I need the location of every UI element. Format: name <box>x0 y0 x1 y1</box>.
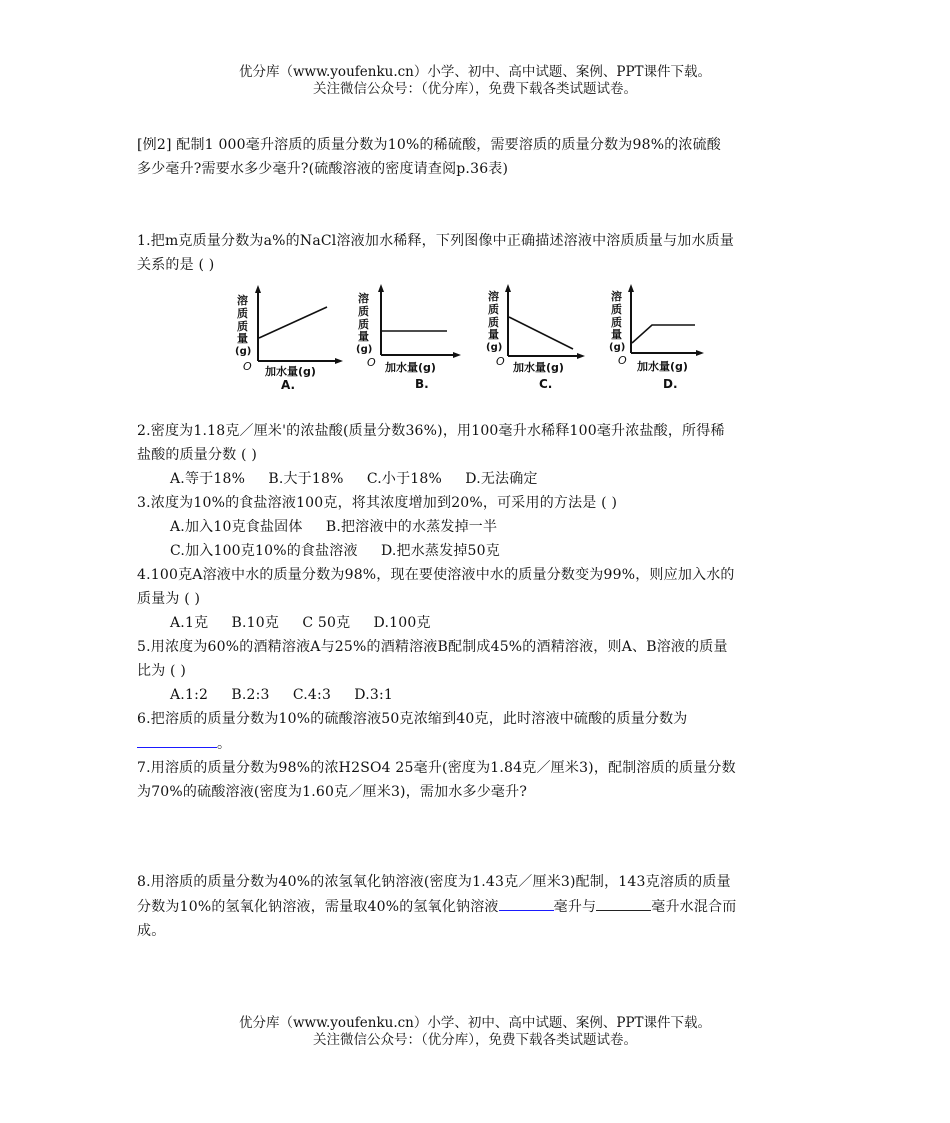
graph-a-curve <box>259 307 327 338</box>
q3-options-2: C.加入100克10%的食盐溶液 D.把水蒸发掉50克 <box>170 543 500 559</box>
graph-b-ylabel-4: 量 <box>358 330 369 343</box>
header-line-2: 关注微信公众号：（优分库），免费下载各类试题试卷。 <box>313 81 637 97</box>
q7-line-1: 7.用溶质的质量分数为98%的浓H2SO4 25毫升(密度为1.84克／厘米3)，配制溶质的质量分数 <box>137 760 736 776</box>
q8-line-2-head: 分数为10%的氢氧化钠溶液，需量取40%的氢氧化钠溶液 <box>137 899 499 915</box>
header-line-1: 优分库（www.youfenku.cn）小学、初中、高中试题、案例、PPT课件下载。 <box>238 64 712 80</box>
q5-options: A.1:2 B.2:3 C.4:3 D.3:1 <box>170 687 394 703</box>
q4-line-1: 4.100克A溶液中水的质量分数为98%，现在要使溶液中水的质量分数变为99%，则应加入水的 <box>137 567 735 583</box>
graph-a-ylabel-4: 量 <box>237 332 248 345</box>
graph-c-curve <box>509 317 573 349</box>
graph-a <box>235 285 343 392</box>
q8-line-2 <box>137 894 817 919</box>
graph-figure <box>225 283 705 395</box>
graph-c-ylabel-2: 质 <box>488 303 499 316</box>
page-header <box>0 64 950 98</box>
q5-line-1: 5.用浓度为60%的酒精溶液A与25%的酒精溶液B配制成45%的酒精溶液，则A、B溶液的质量 <box>137 639 728 655</box>
graph-a-x-arrow <box>335 358 343 364</box>
graph-a-y-arrow <box>255 285 261 293</box>
q2-options: A.等于18% B.大于18% C.小于18% D.无法确定 <box>170 471 538 487</box>
graph-d-origin: O <box>618 354 627 367</box>
graph-b-ylabel-3: 质 <box>358 318 369 331</box>
page-footer <box>0 1015 950 1049</box>
graph-d-ylabel-unit: (g) <box>609 342 626 353</box>
q8-line-2-mid: 毫升与 <box>553 899 597 915</box>
graph-b-label: B. <box>415 377 429 391</box>
graph-c-ylabel-1: 溶 <box>488 290 499 303</box>
q7-line-2: 为70%的硫酸溶液(密度为1.60克／厘米3)，需加水多少毫升? <box>137 784 528 800</box>
q6-line-2-tail: 。 <box>217 736 232 752</box>
graph-d-y-arrow <box>628 284 634 292</box>
graph-b-ylabel-2: 质 <box>358 305 369 318</box>
q2-line-2: 盐酸的质量分数 ( ) <box>137 447 258 463</box>
graph-a-origin: O <box>243 360 252 373</box>
q8-line-1: 8.用溶质的质量分数为40%的浓氢氧化钠溶液(密度为1.43克／厘米3)配制，143克溶质的质量 <box>137 874 731 890</box>
graph-c-label: C. <box>539 377 553 391</box>
graph-c-origin: O <box>496 355 505 368</box>
q1-line-1: 1.把m克质量分数为a%的NaCl溶液加水稀释，下列图像中正确描述溶液中溶质质量与加水质量 <box>137 233 735 249</box>
q8-line-2-tail: 毫升水混合而 <box>651 899 737 915</box>
graph-d-label: D. <box>663 377 678 391</box>
graph-b-xlabel: 加水量(g) <box>385 361 436 374</box>
graph-b-ylabel-1: 溶 <box>358 292 369 305</box>
graph-b-y-arrow <box>378 284 384 292</box>
graph-a-ylabel-2: 质 <box>237 307 248 320</box>
graph-d-ylabel-3: 质 <box>611 316 622 329</box>
graph-d-x-arrow <box>696 350 704 356</box>
graph-b-ylabel-unit: (g) <box>356 344 373 355</box>
q4-options: A.1克 B.10克 C 50克 D.100克 <box>170 615 431 631</box>
graph-a-xlabel: 加水量(g) <box>265 365 316 378</box>
q2-line-1: 2.密度为1.18克／厘米'的浓盐酸(质量分数36%)，用100毫升水稀释100毫升浓盐酸，所得稀 <box>137 423 725 439</box>
q8-line-3: 成。 <box>137 923 166 939</box>
question-1 <box>137 229 817 277</box>
graph-c-ylabel-unit: (g) <box>486 342 503 353</box>
graph-b-origin: O <box>367 356 376 369</box>
q3-options-1: A.加入10克食盐固体 B.把溶液中的水蒸发掉一半 <box>170 519 498 535</box>
graph-c-ylabel-4: 量 <box>488 328 499 341</box>
q8-blank-2[interactable] <box>596 894 651 911</box>
graph-c-ylabel-3: 质 <box>488 316 499 329</box>
example-line-2: 多少毫升?需要水多少毫升?(硫酸溶液的密度请查阅p.36表) <box>137 161 509 177</box>
q3-line-1: 3.浓度为10%的食盐溶液100克，将其浓度增加到20%，可采用的方法是 ( ) <box>137 495 618 511</box>
example-2 <box>137 133 817 181</box>
q5-line-2: 比为 ( ) <box>137 663 187 679</box>
graph-a-ylabel-3: 质 <box>237 320 248 333</box>
graph-d <box>609 284 704 391</box>
graph-c-xlabel: 加水量(g) <box>513 361 564 374</box>
graph-c <box>486 284 585 391</box>
graph-d-curve <box>632 325 695 343</box>
graph-a-ylabel-unit: (g) <box>235 346 252 357</box>
example-line-1: [例2] 配制1 000毫升溶质的质量分数为10%的稀硫酸，需要溶质的质量分数为98%的浓硫酸 <box>137 137 721 153</box>
graph-d-ylabel-4: 量 <box>611 328 622 341</box>
questions-block <box>137 419 817 804</box>
question-8 <box>137 870 817 943</box>
footer-line-1: 优分库（www.youfenku.cn）小学、初中、高中试题、案例、PPT课件下载。 <box>238 1015 712 1031</box>
graph-c-x-arrow <box>577 353 585 359</box>
q6-answer-blank[interactable] <box>137 731 217 748</box>
q8-blank-1[interactable] <box>499 894 554 911</box>
q6-line-2 <box>137 731 817 756</box>
footer-line-2: 关注微信公众号：（优分库），免费下载各类试题试卷。 <box>313 1032 637 1048</box>
graph-a-label: A. <box>281 378 296 392</box>
graph-d-ylabel-1: 溶 <box>611 290 622 303</box>
graph-d-xlabel: 加水量(g) <box>637 360 688 373</box>
graph-c-y-arrow <box>505 284 511 292</box>
q4-line-2: 质量为 ( ) <box>137 591 201 607</box>
graph-d-ylabel-2: 质 <box>611 303 622 316</box>
graph-b <box>356 284 461 391</box>
graph-a-ylabel-1: 溶 <box>237 294 248 307</box>
q6-line-1: 6.把溶质的质量分数为10%的硫酸溶液50克浓缩到40克，此时溶液中硫酸的质量分数为 <box>137 711 688 727</box>
graph-b-x-arrow <box>453 352 461 358</box>
q1-line-2: 关系的是 ( ) <box>137 257 215 273</box>
